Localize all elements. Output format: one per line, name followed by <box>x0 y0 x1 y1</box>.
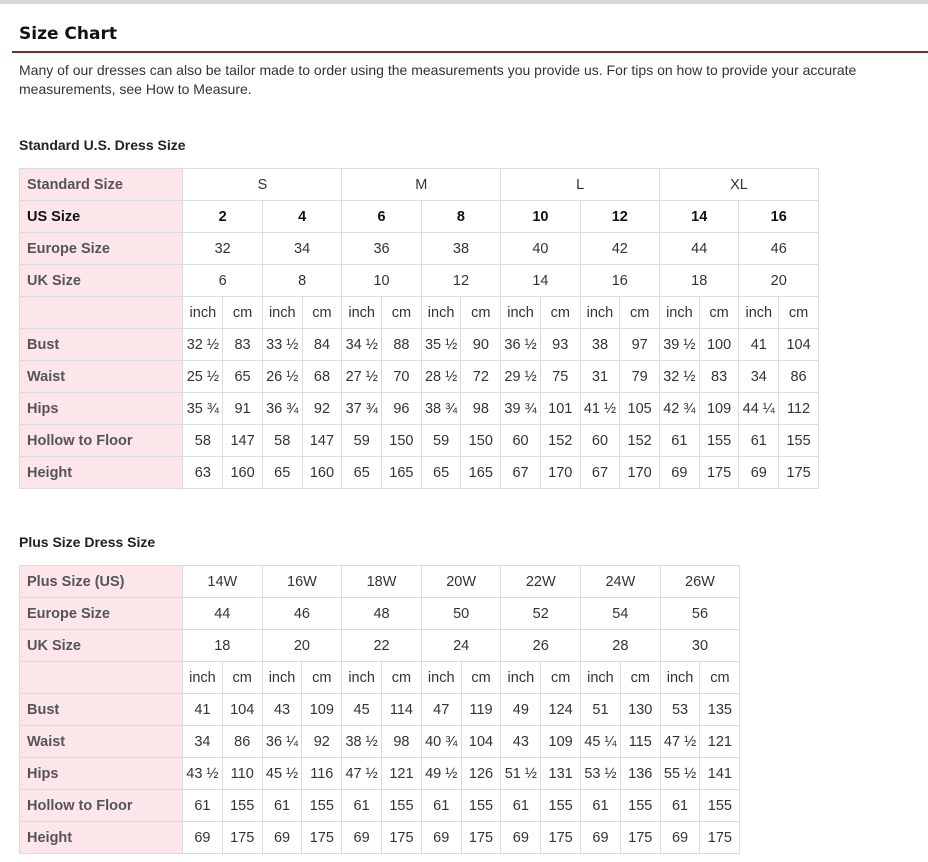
title-divider <box>12 51 928 53</box>
measurement-cell: 136 <box>620 758 660 790</box>
measurement-cell: 104 <box>461 726 501 758</box>
size-cell: 56 <box>660 598 740 630</box>
measurement-cell: 175 <box>779 457 819 489</box>
measurement-cell: 51 ½ <box>501 758 541 790</box>
size-cell: 24W <box>581 566 661 598</box>
size-cell: 8 <box>262 265 341 297</box>
measurement-cell: 175 <box>700 822 740 854</box>
measurement-cell: 43 <box>262 694 302 726</box>
size-cell: 44 <box>183 598 263 630</box>
measurement-cell: 130 <box>620 694 660 726</box>
size-cell: 50 <box>421 598 501 630</box>
measurement-cell: 165 <box>461 457 501 489</box>
plus-size-heading: Plus Size Dress Size <box>19 534 156 550</box>
measurement-cell: 69 <box>581 822 621 854</box>
unit-cell: inch <box>262 297 302 329</box>
size-cell: 16 <box>580 265 659 297</box>
unit-cell: inch <box>421 297 461 329</box>
unit-cell: inch <box>501 662 541 694</box>
measurement-cell: 69 <box>739 457 779 489</box>
size-cell: 18 <box>183 630 263 662</box>
unit-cell: cm <box>699 297 739 329</box>
row-label: US Size <box>20 201 183 233</box>
row-label: Europe Size <box>20 598 183 630</box>
unit-cell: cm <box>461 297 501 329</box>
measurement-cell: 42 ¾ <box>660 393 700 425</box>
size-cell: 20W <box>421 566 501 598</box>
size-row-hollow-to-floor <box>20 790 740 822</box>
measurement-cell: 98 <box>461 393 501 425</box>
measurement-cell: 61 <box>342 790 382 822</box>
measurement-cell: 58 <box>183 425 223 457</box>
measurement-cell: 112 <box>779 393 819 425</box>
measurement-cell: 32 ½ <box>183 329 223 361</box>
measurement-cell: 34 <box>739 361 779 393</box>
measurement-cell: 41 <box>739 329 779 361</box>
measurement-cell: 44 ¼ <box>739 393 779 425</box>
top-border <box>0 0 928 4</box>
size-cell: 4 <box>262 201 341 233</box>
size-cell: 8 <box>421 201 500 233</box>
measurement-cell: 61 <box>581 790 621 822</box>
measurement-cell: 91 <box>223 393 263 425</box>
size-cell: 54 <box>581 598 661 630</box>
measurement-cell: 69 <box>660 457 700 489</box>
size-cell: 10 <box>501 201 580 233</box>
measurement-cell: 32 ½ <box>660 361 700 393</box>
measurement-cell: 155 <box>541 790 581 822</box>
measurement-cell: 69 <box>501 822 541 854</box>
size-cell: 6 <box>183 265 262 297</box>
measurement-cell: 61 <box>183 790 223 822</box>
measurement-cell: 41 <box>183 694 223 726</box>
size-row-waist <box>20 361 819 393</box>
size-row-hips <box>20 758 740 790</box>
unit-cell: cm <box>541 662 581 694</box>
size-row-standard-size <box>20 169 819 201</box>
unit-cell: cm <box>302 297 342 329</box>
measurement-cell: 155 <box>461 790 501 822</box>
size-row-europe-size <box>20 598 740 630</box>
measurement-cell: 115 <box>620 726 660 758</box>
standard-size-table <box>19 168 819 489</box>
unit-cell: cm <box>620 297 660 329</box>
unit-cell: inch <box>183 297 223 329</box>
measurement-cell: 61 <box>501 790 541 822</box>
row-label: Standard Size <box>20 169 183 201</box>
size-row-bust <box>20 694 740 726</box>
measurement-cell: 175 <box>620 822 660 854</box>
measurement-cell: 47 ½ <box>660 726 700 758</box>
measurement-cell: 49 ½ <box>421 758 461 790</box>
unit-cell: inch <box>501 297 541 329</box>
unit-cell: inch <box>421 662 461 694</box>
measurement-cell: 175 <box>699 457 739 489</box>
size-cell: 6 <box>342 201 421 233</box>
size-cell: 26 <box>501 630 581 662</box>
measurement-cell: 69 <box>262 822 302 854</box>
row-label: Hollow to Floor <box>20 425 183 457</box>
measurement-cell: 33 ½ <box>262 329 302 361</box>
measurement-cell: 147 <box>302 425 342 457</box>
measurement-cell: 170 <box>620 457 660 489</box>
measurement-cell: 86 <box>779 361 819 393</box>
measurement-cell: 155 <box>222 790 262 822</box>
measurement-cell: 59 <box>421 425 461 457</box>
size-cell: 48 <box>342 598 422 630</box>
size-row-uk-size <box>20 630 740 662</box>
measurement-cell: 175 <box>302 822 342 854</box>
measurement-cell: 104 <box>779 329 819 361</box>
measurement-cell: 51 <box>581 694 621 726</box>
measurement-cell: 35 ¾ <box>183 393 223 425</box>
unit-cell: cm <box>382 662 422 694</box>
measurement-cell: 55 ½ <box>660 758 700 790</box>
size-cell: 34 <box>262 233 341 265</box>
measurement-cell: 58 <box>262 425 302 457</box>
measurement-cell: 61 <box>660 425 700 457</box>
unit-cell: inch <box>739 297 779 329</box>
measurement-cell: 39 ¾ <box>501 393 541 425</box>
measurement-cell: 41 ½ <box>580 393 620 425</box>
measurement-cell: 83 <box>223 329 263 361</box>
measurement-cell: 45 ½ <box>262 758 302 790</box>
row-label: Height <box>20 457 183 489</box>
measurement-cell: 93 <box>540 329 580 361</box>
measurement-cell: 150 <box>461 425 501 457</box>
measurement-cell: 160 <box>302 457 342 489</box>
measurement-cell: 40 ¾ <box>421 726 461 758</box>
size-row-height <box>20 822 740 854</box>
size-group-cell: M <box>342 169 501 201</box>
row-label: Waist <box>20 361 183 393</box>
size-cell: 38 <box>421 233 500 265</box>
measurement-cell: 69 <box>342 822 382 854</box>
size-cell: 42 <box>580 233 659 265</box>
size-cell: 24 <box>421 630 501 662</box>
size-cell: 52 <box>501 598 581 630</box>
page-title: Size Chart <box>19 24 117 44</box>
unit-cell: cm <box>779 297 819 329</box>
row-label: Hips <box>20 393 183 425</box>
size-cell: 40 <box>501 233 580 265</box>
measurement-cell: 116 <box>302 758 342 790</box>
size-cell: 32 <box>183 233 262 265</box>
measurement-cell: 155 <box>620 790 660 822</box>
measurement-cell: 155 <box>699 425 739 457</box>
size-cell: 36 <box>342 233 421 265</box>
measurement-cell: 65 <box>223 361 263 393</box>
measurement-cell: 152 <box>540 425 580 457</box>
measurement-cell: 61 <box>739 425 779 457</box>
measurement-cell: 100 <box>699 329 739 361</box>
measurement-cell: 26 ½ <box>262 361 302 393</box>
size-cell: 16W <box>262 566 342 598</box>
size-row-waist <box>20 726 740 758</box>
measurement-cell: 155 <box>382 790 422 822</box>
measurement-cell: 47 ½ <box>342 758 382 790</box>
unit-cell: inch <box>581 662 621 694</box>
measurement-cell: 36 ¼ <box>262 726 302 758</box>
measurement-cell: 65 <box>342 457 382 489</box>
measurement-cell: 175 <box>222 822 262 854</box>
measurement-cell: 175 <box>461 822 501 854</box>
row-label: UK Size <box>20 265 183 297</box>
size-cell: 28 <box>581 630 661 662</box>
size-cell: 20 <box>262 630 342 662</box>
measurement-cell: 97 <box>620 329 660 361</box>
measurement-cell: 170 <box>540 457 580 489</box>
measurement-cell: 35 ½ <box>421 329 461 361</box>
measurement-cell: 69 <box>660 822 700 854</box>
size-cell: 20 <box>739 265 819 297</box>
measurement-cell: 43 <box>501 726 541 758</box>
measurement-cell: 61 <box>660 790 700 822</box>
measurement-cell: 175 <box>382 822 422 854</box>
measurement-cell: 79 <box>620 361 660 393</box>
row-label: Plus Size (US) <box>20 566 183 598</box>
measurement-cell: 121 <box>700 726 740 758</box>
measurement-cell: 92 <box>302 393 342 425</box>
size-cell: 14 <box>501 265 580 297</box>
measurement-cell: 25 ½ <box>183 361 223 393</box>
size-cell: 18W <box>342 566 422 598</box>
unit-cell: inch <box>580 297 620 329</box>
size-cell: 14 <box>660 201 739 233</box>
measurement-cell: 60 <box>580 425 620 457</box>
measurement-cell: 88 <box>382 329 422 361</box>
unit-cell: cm <box>382 297 422 329</box>
measurement-cell: 36 ¾ <box>262 393 302 425</box>
measurement-cell: 47 <box>421 694 461 726</box>
size-row-hollow-to-floor <box>20 425 819 457</box>
row-label: Waist <box>20 726 183 758</box>
measurement-cell: 68 <box>302 361 342 393</box>
size-cell: 26W <box>660 566 740 598</box>
size-cell: 30 <box>660 630 740 662</box>
unit-cell: cm <box>540 297 580 329</box>
measurement-cell: 45 ¼ <box>581 726 621 758</box>
size-row-height <box>20 457 819 489</box>
unit-cell: inch <box>262 662 302 694</box>
measurement-cell: 83 <box>699 361 739 393</box>
size-cell: 14W <box>183 566 263 598</box>
measurement-cell: 65 <box>421 457 461 489</box>
measurement-cell: 104 <box>222 694 262 726</box>
measurement-cell: 84 <box>302 329 342 361</box>
row-label: Bust <box>20 694 183 726</box>
measurement-cell: 61 <box>262 790 302 822</box>
measurement-cell: 61 <box>421 790 461 822</box>
measurement-cell: 37 ¾ <box>342 393 382 425</box>
measurement-cell: 28 ½ <box>421 361 461 393</box>
measurement-cell: 34 <box>183 726 223 758</box>
unit-cell: cm <box>222 662 262 694</box>
measurement-cell: 109 <box>699 393 739 425</box>
measurement-cell: 65 <box>262 457 302 489</box>
measurement-cell: 141 <box>700 758 740 790</box>
measurement-cell: 175 <box>541 822 581 854</box>
unit-cell: inch <box>183 662 223 694</box>
measurement-cell: 135 <box>700 694 740 726</box>
size-cell: 46 <box>739 233 819 265</box>
size-cell: 46 <box>262 598 342 630</box>
size-cell: 16 <box>739 201 819 233</box>
measurement-cell: 60 <box>501 425 541 457</box>
measurement-cell: 147 <box>223 425 263 457</box>
measurement-cell: 72 <box>461 361 501 393</box>
measurement-cell: 90 <box>461 329 501 361</box>
size-cell: 10 <box>342 265 421 297</box>
size-cell: 12 <box>580 201 659 233</box>
measurement-cell: 110 <box>222 758 262 790</box>
measurement-cell: 63 <box>183 457 223 489</box>
size-cell: 12 <box>421 265 500 297</box>
unit-cell: inch <box>342 662 382 694</box>
size-cell: 18 <box>660 265 739 297</box>
measurement-cell: 49 <box>501 694 541 726</box>
size-row-units <box>20 297 819 329</box>
measurement-cell: 98 <box>382 726 422 758</box>
measurement-cell: 67 <box>501 457 541 489</box>
size-group-cell: S <box>183 169 342 201</box>
row-label: Bust <box>20 329 183 361</box>
measurement-cell: 114 <box>382 694 422 726</box>
size-group-cell: XL <box>660 169 819 201</box>
measurement-cell: 150 <box>382 425 422 457</box>
size-row-plus-size-us <box>20 566 740 598</box>
measurement-cell: 53 ½ <box>581 758 621 790</box>
measurement-cell: 53 <box>660 694 700 726</box>
measurement-cell: 34 ½ <box>342 329 382 361</box>
measurement-cell: 69 <box>183 822 223 854</box>
size-row-us-size <box>20 201 819 233</box>
unit-cell: inch <box>342 297 382 329</box>
measurement-cell: 121 <box>382 758 422 790</box>
measurement-cell: 152 <box>620 425 660 457</box>
size-row-bust <box>20 329 819 361</box>
size-row-units <box>20 662 740 694</box>
measurement-cell: 38 <box>580 329 620 361</box>
row-label: Hollow to Floor <box>20 790 183 822</box>
measurement-cell: 96 <box>382 393 422 425</box>
unit-cell: cm <box>223 297 263 329</box>
measurement-cell: 27 ½ <box>342 361 382 393</box>
measurement-cell: 75 <box>540 361 580 393</box>
row-label: Europe Size <box>20 233 183 265</box>
size-cell: 44 <box>660 233 739 265</box>
unit-cell: cm <box>461 662 501 694</box>
measurement-cell: 160 <box>223 457 263 489</box>
measurement-cell: 69 <box>421 822 461 854</box>
row-label <box>20 662 183 694</box>
measurement-cell: 105 <box>620 393 660 425</box>
row-label: Hips <box>20 758 183 790</box>
measurement-cell: 92 <box>302 726 342 758</box>
measurement-cell: 43 ½ <box>183 758 223 790</box>
unit-cell: cm <box>700 662 740 694</box>
measurement-cell: 124 <box>541 694 581 726</box>
measurement-cell: 70 <box>382 361 422 393</box>
unit-cell: inch <box>660 662 700 694</box>
row-label: Height <box>20 822 183 854</box>
measurement-cell: 39 ½ <box>660 329 700 361</box>
size-group-cell: L <box>501 169 660 201</box>
measurement-cell: 119 <box>461 694 501 726</box>
size-row-europe-size <box>20 233 819 265</box>
measurement-cell: 29 ½ <box>501 361 541 393</box>
measurement-cell: 38 ½ <box>342 726 382 758</box>
size-cell: 22W <box>501 566 581 598</box>
size-cell: 2 <box>183 201 262 233</box>
measurement-cell: 165 <box>382 457 422 489</box>
measurement-cell: 31 <box>580 361 620 393</box>
measurement-cell: 36 ½ <box>501 329 541 361</box>
measurement-cell: 38 ¾ <box>421 393 461 425</box>
plus-size-table <box>19 565 740 854</box>
measurement-cell: 59 <box>342 425 382 457</box>
measurement-cell: 45 <box>342 694 382 726</box>
measurement-cell: 109 <box>302 694 342 726</box>
standard-size-heading: Standard U.S. Dress Size <box>19 137 186 153</box>
size-row-uk-size <box>20 265 819 297</box>
size-row-hips <box>20 393 819 425</box>
unit-cell: inch <box>660 297 700 329</box>
row-label <box>20 297 183 329</box>
measurement-cell: 131 <box>541 758 581 790</box>
unit-cell: cm <box>620 662 660 694</box>
measurement-cell: 155 <box>779 425 819 457</box>
measurement-cell: 155 <box>302 790 342 822</box>
measurement-cell: 155 <box>700 790 740 822</box>
measurement-cell: 101 <box>540 393 580 425</box>
unit-cell: cm <box>302 662 342 694</box>
row-label: UK Size <box>20 630 183 662</box>
measurement-cell: 109 <box>541 726 581 758</box>
measurement-cell: 86 <box>222 726 262 758</box>
size-cell: 22 <box>342 630 422 662</box>
measurement-cell: 126 <box>461 758 501 790</box>
measurement-cell: 67 <box>580 457 620 489</box>
intro-text: Many of our dresses can also be tailor made to order using the measurements you provide us. For tips on how to provide your accurate measurements, see How to Measure. <box>19 62 857 97</box>
